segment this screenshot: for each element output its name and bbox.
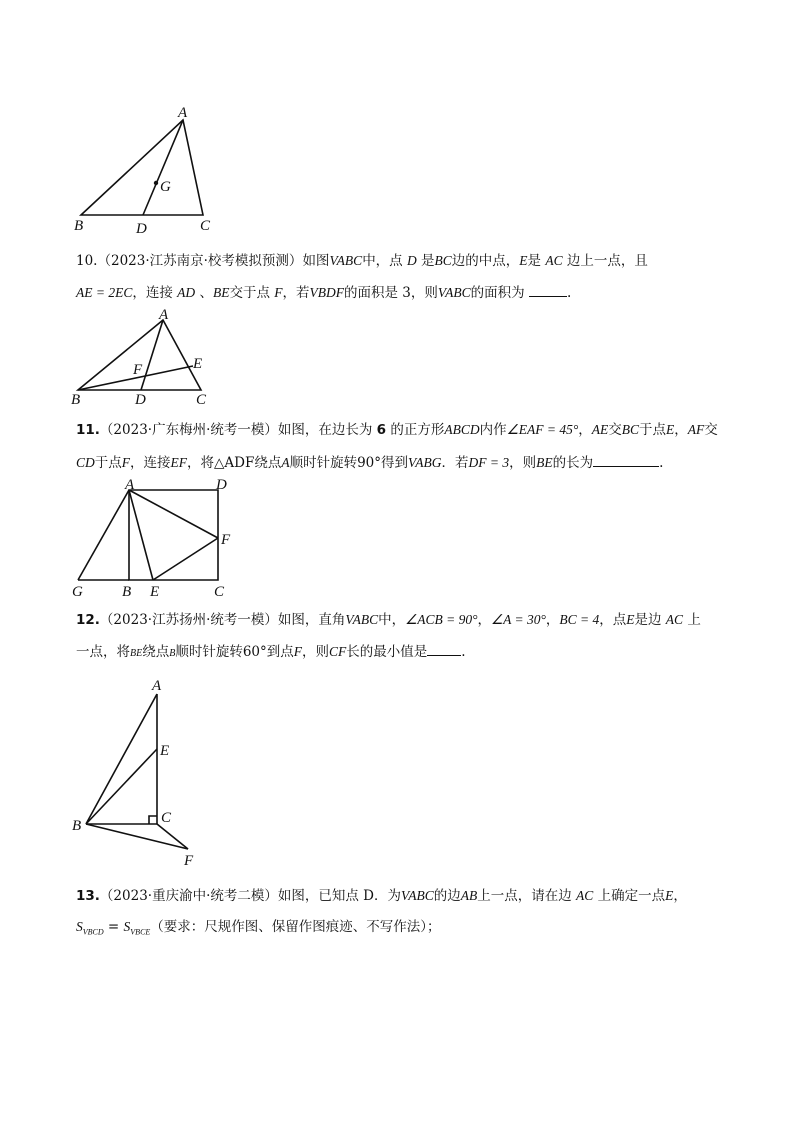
- question-number: 10.: [76, 253, 98, 269]
- question-source: （2023·江苏扬州·统考一模）: [99, 612, 278, 628]
- q10-line-2: AE = 2EC，连接 AD 、BE交于点 F，若VBDF的面积是 3，则VABC的面积为 .: [76, 282, 571, 303]
- label-c: C: [214, 584, 225, 600]
- label-c: C: [161, 810, 172, 826]
- label-b: B: [71, 392, 81, 408]
- label-c: C: [196, 392, 207, 408]
- figure-q9: [60, 100, 230, 240]
- question-number: 13.: [76, 888, 100, 904]
- question-number: 11.: [76, 422, 100, 438]
- label-d: D: [216, 478, 227, 493]
- segment-ad: [141, 320, 163, 390]
- label-b: B: [72, 818, 82, 834]
- segment-ag: [78, 490, 129, 580]
- label-e: E: [150, 584, 160, 600]
- label-a: A: [159, 307, 169, 323]
- question-number: 12.: [76, 612, 100, 628]
- answer-blank[interactable]: [427, 641, 461, 656]
- label-a: A: [152, 678, 162, 694]
- question-source: （2023·江苏南京·校考模拟预测）: [97, 253, 303, 269]
- label-g: G: [72, 584, 83, 600]
- label-a: A: [125, 478, 135, 493]
- q11-line-2: CD于点F，连接EF，将△ADF绕点A顺时针旋转90°得到VABG．若DF = 3，则BE的长为 .: [76, 452, 663, 473]
- right-angle-mark: [149, 816, 157, 824]
- label-b: B: [74, 218, 84, 234]
- label-d: D: [136, 221, 147, 237]
- figure-q12: [64, 674, 214, 874]
- q10-line-1: 10.（2023·江苏南京·校考模拟预测）如图VABC中，点 D 是BC边的中点，E是 AC 边上一点，且: [76, 253, 648, 269]
- q13-line-1: 13.（2023·重庆渝中·统考二模）如图，已知点 D．为VABC的边AB上一点，请在边 AC 上确定一点E，: [76, 888, 687, 904]
- label-c: C: [200, 218, 211, 234]
- answer-blank[interactable]: [529, 282, 567, 297]
- triangle-abc: [81, 120, 203, 215]
- segment-af: [129, 490, 218, 538]
- figure-q11: [66, 478, 246, 602]
- point-g: [154, 181, 158, 185]
- q12-line-1: 12.（2023·江苏扬州·统考一模）如图，直角VABC中，∠ACB = 90°，∠A = 30°，BC = 4，点E是边 AC 上: [76, 612, 701, 628]
- label-d: D: [135, 392, 146, 408]
- label-f: F: [221, 532, 231, 548]
- label-e: E: [193, 356, 203, 372]
- q12-line-2: 一点，将BE绕点B顺时针旋转60°到点F，则CF长的最小值是 .: [76, 641, 466, 664]
- figure-q10: [62, 306, 222, 408]
- answer-blank[interactable]: [593, 452, 659, 467]
- question-source: （2023·广东梅州·统考一模）: [99, 422, 278, 438]
- segment-ba: [86, 694, 157, 824]
- q11-line-1: 11.（2023·广东梅州·统考一模）如图，在边长为 6 的正方形ABCD内作∠EAF = 45°，AE交BC于点E，AF交: [76, 422, 718, 438]
- question-source: （2023·重庆渝中·统考二模）: [99, 888, 278, 904]
- label-e: E: [160, 743, 170, 759]
- label-f: F: [184, 853, 194, 869]
- label-b: B: [122, 584, 132, 600]
- label-g: G: [160, 179, 171, 195]
- segment-ef: [153, 538, 218, 580]
- label-f: F: [133, 362, 143, 378]
- segment-ae: [129, 490, 153, 580]
- triangle-abc: [78, 320, 201, 390]
- label-a: A: [178, 105, 188, 121]
- segment-ad: [143, 120, 183, 215]
- q13-line-2: $S_{VBCD} = S_{VBCE}$（要求：尺规作图、保留作图痕迹、不写作法）；: [76, 919, 441, 937]
